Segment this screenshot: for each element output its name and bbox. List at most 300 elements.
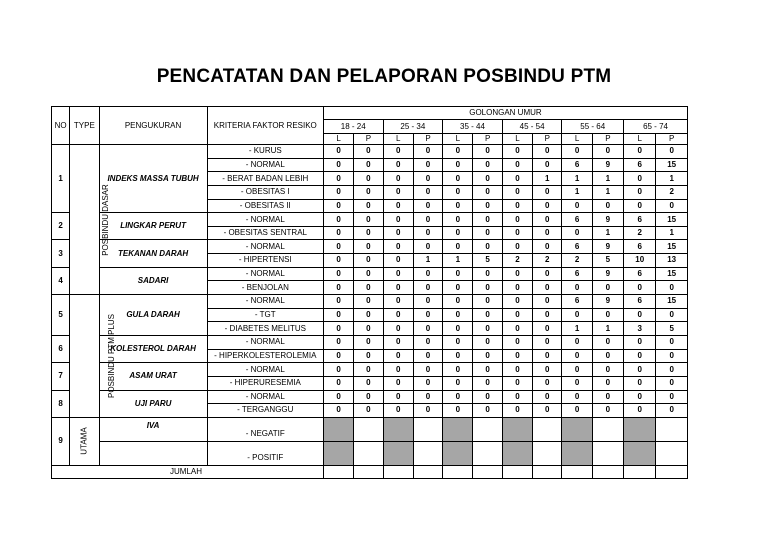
count-cell: 6 [562,240,592,254]
count-cell: 0 [413,226,442,240]
count-cell: 2 [533,254,562,268]
count-cell: 0 [502,404,532,418]
count-cell: 6 [562,158,592,172]
count-cell: 0 [624,185,656,199]
count-cell: 0 [383,145,413,159]
count-cell: 0 [383,390,413,404]
table-row [52,390,688,404]
table-row [52,335,688,349]
count-cell: 0 [323,308,353,322]
type-plus [70,295,117,418]
count-cell: 0 [443,172,473,186]
kriteria-label: - OBESITAS I [207,185,323,199]
count-cell: 0 [354,254,383,268]
count-cell: 0 [443,240,473,254]
count-cell: 2 [624,226,656,240]
kriteria-label: - NORMAL [207,240,323,254]
empty-cell [473,417,502,441]
count-cell: 15 [656,295,688,309]
count-cell: 15 [656,213,688,227]
count-cell: 0 [354,349,383,363]
count-cell: 0 [624,172,656,186]
count-cell: 0 [383,363,413,377]
count-cell: 0 [562,390,592,404]
count-cell: 0 [502,335,532,349]
total-cell [592,465,623,478]
count-cell: 0 [323,322,353,336]
count-cell: 0 [383,404,413,418]
count-cell: 0 [562,335,592,349]
count-cell: 0 [323,254,353,268]
count-cell: 0 [473,404,502,418]
header-age-group: 25 - 34 [383,120,443,134]
count-cell: 5 [656,322,688,336]
count-cell: 0 [624,308,656,322]
count-cell: 0 [473,172,502,186]
shaded-cell [323,441,353,465]
count-cell: 0 [383,349,413,363]
count-cell: 0 [533,308,562,322]
count-cell: 1 [592,226,623,240]
count-cell: 0 [473,376,502,390]
count-cell: 0 [473,335,502,349]
total-cell [624,465,656,478]
kriteria-label: - NORMAL [207,213,323,227]
count-cell: 0 [323,226,353,240]
kriteria-label: - NORMAL [207,335,323,349]
shaded-cell [383,417,413,441]
pengukuran-name: SADARI [99,267,207,294]
count-cell: 0 [413,158,442,172]
count-cell: 0 [473,390,502,404]
count-cell: 0 [656,363,688,377]
count-cell: 0 [383,295,413,309]
count-cell: 0 [323,390,353,404]
posbindu-table [51,106,688,479]
count-cell: 1 [413,254,442,268]
count-cell: 1 [592,172,623,186]
count-cell: 0 [413,322,442,336]
count-cell: 15 [656,240,688,254]
count-cell: 0 [443,349,473,363]
kriteria-label: - HIPERKOLESTEROLEMIA [207,349,323,363]
shaded-cell [502,441,532,465]
count-cell: 0 [323,404,353,418]
shaded-cell [502,417,532,441]
count-cell: 0 [473,213,502,227]
count-cell: 0 [533,145,562,159]
count-cell: 0 [624,404,656,418]
count-cell: 0 [624,349,656,363]
count-cell: 0 [624,363,656,377]
count-cell: 0 [413,335,442,349]
count-cell: 0 [443,158,473,172]
shaded-cell [562,441,592,465]
count-cell: 0 [354,404,383,418]
count-cell: 0 [383,185,413,199]
header-p: P [656,134,688,145]
count-cell: 0 [443,404,473,418]
count-cell: 0 [323,213,353,227]
count-cell: 0 [323,295,353,309]
count-cell: 0 [413,145,442,159]
count-cell: 0 [502,322,532,336]
count-cell: 2 [502,254,532,268]
count-cell: 0 [562,145,592,159]
table-row [52,441,688,465]
count-cell: 0 [656,335,688,349]
count-cell: 0 [413,390,442,404]
count-cell: 9 [592,158,623,172]
count-cell: 0 [656,349,688,363]
count-cell: 0 [323,267,353,281]
count-cell: 0 [533,185,562,199]
pengukuran-name: UJI PARU [99,390,207,417]
total-cell [502,465,532,478]
count-cell: 0 [413,185,442,199]
kriteria-label: - NORMAL [207,295,323,309]
count-cell: 0 [562,363,592,377]
count-cell: 0 [473,267,502,281]
count-cell: 0 [323,349,353,363]
page-title: PENCATATAN DAN PELAPORAN POSBINDU PTM [156,66,612,87]
row-number: 5 [52,295,70,336]
kriteria-label: - TERGANGGU [207,404,323,418]
count-cell: 0 [323,281,353,295]
count-cell: 0 [323,376,353,390]
count-cell: 0 [656,281,688,295]
count-cell: 0 [562,404,592,418]
count-cell: 0 [592,390,623,404]
count-cell: 0 [383,281,413,295]
count-cell: 0 [323,199,353,213]
row-number: 8 [52,390,70,417]
count-cell: 0 [413,295,442,309]
header-type: TYPE [70,107,99,145]
count-cell: 5 [592,254,623,268]
row-number: 7 [52,363,70,390]
count-cell: 0 [624,390,656,404]
type-utama-label: UTAMA [79,427,89,456]
count-cell: 0 [533,281,562,295]
shaded-cell [624,417,656,441]
count-cell: 0 [502,281,532,295]
row-number: 1 [52,145,70,213]
count-cell: 0 [533,363,562,377]
count-cell: 0 [354,158,383,172]
shaded-cell [443,441,473,465]
count-cell: 1 [562,322,592,336]
count-cell: 0 [562,281,592,295]
count-cell: 0 [354,185,383,199]
count-cell: 0 [413,363,442,377]
table-row [52,213,688,227]
total-cell [533,465,562,478]
count-cell: 0 [533,349,562,363]
empty-cell [413,417,442,441]
count-cell: 15 [656,267,688,281]
count-cell: 0 [443,376,473,390]
header-p: P [533,134,562,145]
count-cell: 0 [443,226,473,240]
total-cell [354,465,383,478]
count-cell: 0 [473,295,502,309]
shaded-cell [323,417,353,441]
pengukuran-name: KOLESTEROL DARAH [99,335,207,362]
kriteria-label: - BENJOLAN [207,281,323,295]
count-cell: 0 [502,172,532,186]
count-cell: 0 [533,390,562,404]
count-cell: 0 [383,213,413,227]
count-cell: 6 [624,267,656,281]
count-cell: 0 [533,199,562,213]
count-cell: 0 [354,322,383,336]
kriteria-label: - NEGATIF [207,417,323,441]
count-cell: 0 [656,376,688,390]
count-cell: 0 [383,240,413,254]
table-row [52,295,688,309]
kriteria-label: - NORMAL [207,267,323,281]
empty-cell [592,441,623,465]
kriteria-label: - NORMAL [207,390,323,404]
header-l: L [562,134,592,145]
count-cell: 0 [533,322,562,336]
count-cell: 0 [354,390,383,404]
type-dasar [70,145,110,295]
count-cell: 1 [562,185,592,199]
total-cell [562,465,592,478]
count-cell: 0 [592,335,623,349]
type-dasar-label: POSBINDU DASAR [100,183,110,256]
count-cell: 6 [562,295,592,309]
count-cell: 0 [323,145,353,159]
count-cell: 0 [323,335,353,349]
count-cell: 10 [624,254,656,268]
pengukuran-name: LINGKAR PERUT [99,213,207,240]
total-cell [473,465,502,478]
count-cell: 9 [592,267,623,281]
count-cell: 9 [592,240,623,254]
count-cell: 0 [323,240,353,254]
count-cell: 0 [473,363,502,377]
kriteria-label: - DIABETES MELITUS [207,322,323,336]
count-cell: 0 [592,145,623,159]
header-p: P [413,134,442,145]
count-cell: 0 [443,363,473,377]
count-cell: 0 [624,145,656,159]
count-cell: 0 [413,281,442,295]
table-row [52,267,688,281]
count-cell: 0 [473,240,502,254]
count-cell: 0 [562,199,592,213]
count-cell: 0 [443,390,473,404]
row-number: 3 [52,240,70,267]
count-cell: 0 [502,240,532,254]
kriteria-label: - BERAT BADAN LEBIH [207,172,323,186]
header-golongan-umur: GOLONGAN UMUR [323,107,687,120]
empty-cell [354,441,383,465]
count-cell: 0 [502,267,532,281]
pengukuran-name: ASAM URAT [99,363,207,390]
count-cell: 0 [656,145,688,159]
count-cell: 0 [473,322,502,336]
count-cell: 0 [383,226,413,240]
count-cell: 0 [383,376,413,390]
count-cell: 0 [443,322,473,336]
empty-cell [592,417,623,441]
count-cell: 0 [413,172,442,186]
count-cell: 0 [443,185,473,199]
count-cell: 0 [473,349,502,363]
pengukuran-name: IVA [99,417,207,441]
table-row [52,145,688,159]
count-cell: 2 [656,185,688,199]
total-cell [443,465,473,478]
header-p: P [354,134,383,145]
count-cell: 5 [473,254,502,268]
pengukuran-name: TEKANAN DARAH [99,240,207,267]
count-cell: 0 [592,199,623,213]
count-cell: 0 [533,376,562,390]
empty-cell [354,417,383,441]
total-cell [383,465,413,478]
count-cell: 0 [473,226,502,240]
row-number: 2 [52,213,70,240]
kriteria-label: - NORMAL [207,158,323,172]
count-cell: 0 [656,308,688,322]
count-cell: 0 [354,281,383,295]
count-cell: 0 [383,199,413,213]
header-age-group: 55 - 64 [562,120,624,134]
row-number: 6 [52,335,70,362]
count-cell: 0 [502,349,532,363]
count-cell: 0 [413,199,442,213]
count-cell: 3 [624,322,656,336]
count-cell: 0 [354,145,383,159]
kriteria-label: - TGT [207,308,323,322]
header-age-group: 65 - 74 [624,120,688,134]
count-cell: 1 [592,185,623,199]
count-cell: 0 [502,185,532,199]
kriteria-label: - OBESITAS SENTRAL [207,226,323,240]
count-cell: 0 [413,404,442,418]
type-utama [70,417,99,465]
count-cell: 13 [656,254,688,268]
header-no: NO [52,107,70,145]
count-cell: 0 [502,158,532,172]
total-cell [413,465,442,478]
count-cell: 0 [624,199,656,213]
count-cell: 0 [562,349,592,363]
count-cell: 0 [533,240,562,254]
count-cell: 6 [624,158,656,172]
count-cell: 0 [502,308,532,322]
count-cell: 1 [592,322,623,336]
count-cell: 0 [656,390,688,404]
count-cell: 9 [592,295,623,309]
count-cell: 0 [502,390,532,404]
count-cell: 0 [354,376,383,390]
count-cell: 0 [413,349,442,363]
count-cell: 0 [502,295,532,309]
jumlah-label: JUMLAH [52,465,324,478]
header-l: L [624,134,656,145]
count-cell: 0 [354,335,383,349]
count-cell: 1 [656,172,688,186]
count-cell: 2 [562,254,592,268]
count-cell: 0 [354,267,383,281]
count-cell: 0 [413,308,442,322]
shaded-cell [443,417,473,441]
kriteria-label: - OBESITAS II [207,199,323,213]
count-cell: 0 [354,240,383,254]
pengukuran-empty [99,441,207,465]
count-cell: 0 [533,404,562,418]
count-cell: 0 [443,199,473,213]
count-cell: 0 [383,158,413,172]
kriteria-label: - KURUS [207,145,323,159]
count-cell: 0 [383,308,413,322]
table-row [52,363,688,377]
count-cell: 0 [592,363,623,377]
count-cell: 0 [473,281,502,295]
count-cell: 0 [443,295,473,309]
count-cell: 9 [592,213,623,227]
header-p: P [473,134,502,145]
count-cell: 0 [443,267,473,281]
count-cell: 0 [592,281,623,295]
count-cell: 0 [383,322,413,336]
count-cell: 0 [473,308,502,322]
count-cell: 0 [562,226,592,240]
kriteria-label: - POSITIF [207,441,323,465]
table-row [52,240,688,254]
count-cell: 6 [624,240,656,254]
count-cell: 0 [624,281,656,295]
empty-cell [533,441,562,465]
count-cell: 0 [323,158,353,172]
count-cell: 0 [354,308,383,322]
count-cell: 0 [502,199,532,213]
count-cell: 0 [533,158,562,172]
shaded-cell [562,417,592,441]
count-cell: 0 [443,281,473,295]
count-cell: 0 [354,172,383,186]
count-cell: 0 [443,335,473,349]
count-cell: 0 [323,185,353,199]
count-cell: 0 [592,308,623,322]
kriteria-label: - HIPERTENSI [207,254,323,268]
count-cell: 0 [354,213,383,227]
count-cell: 15 [656,158,688,172]
count-cell: 0 [473,145,502,159]
row-number: 4 [52,267,70,294]
count-cell: 0 [592,349,623,363]
count-cell: 0 [592,376,623,390]
count-cell: 6 [562,213,592,227]
type-plus-label: POSBINDU PTM PLUS [107,313,117,398]
header-l: L [443,134,473,145]
count-cell: 0 [383,335,413,349]
count-cell: 0 [413,267,442,281]
count-cell: 6 [562,267,592,281]
kriteria-label: - NORMAL [207,363,323,377]
count-cell: 1 [533,172,562,186]
count-cell: 0 [473,158,502,172]
count-cell: 1 [562,172,592,186]
count-cell: 0 [656,199,688,213]
count-cell: 0 [383,254,413,268]
